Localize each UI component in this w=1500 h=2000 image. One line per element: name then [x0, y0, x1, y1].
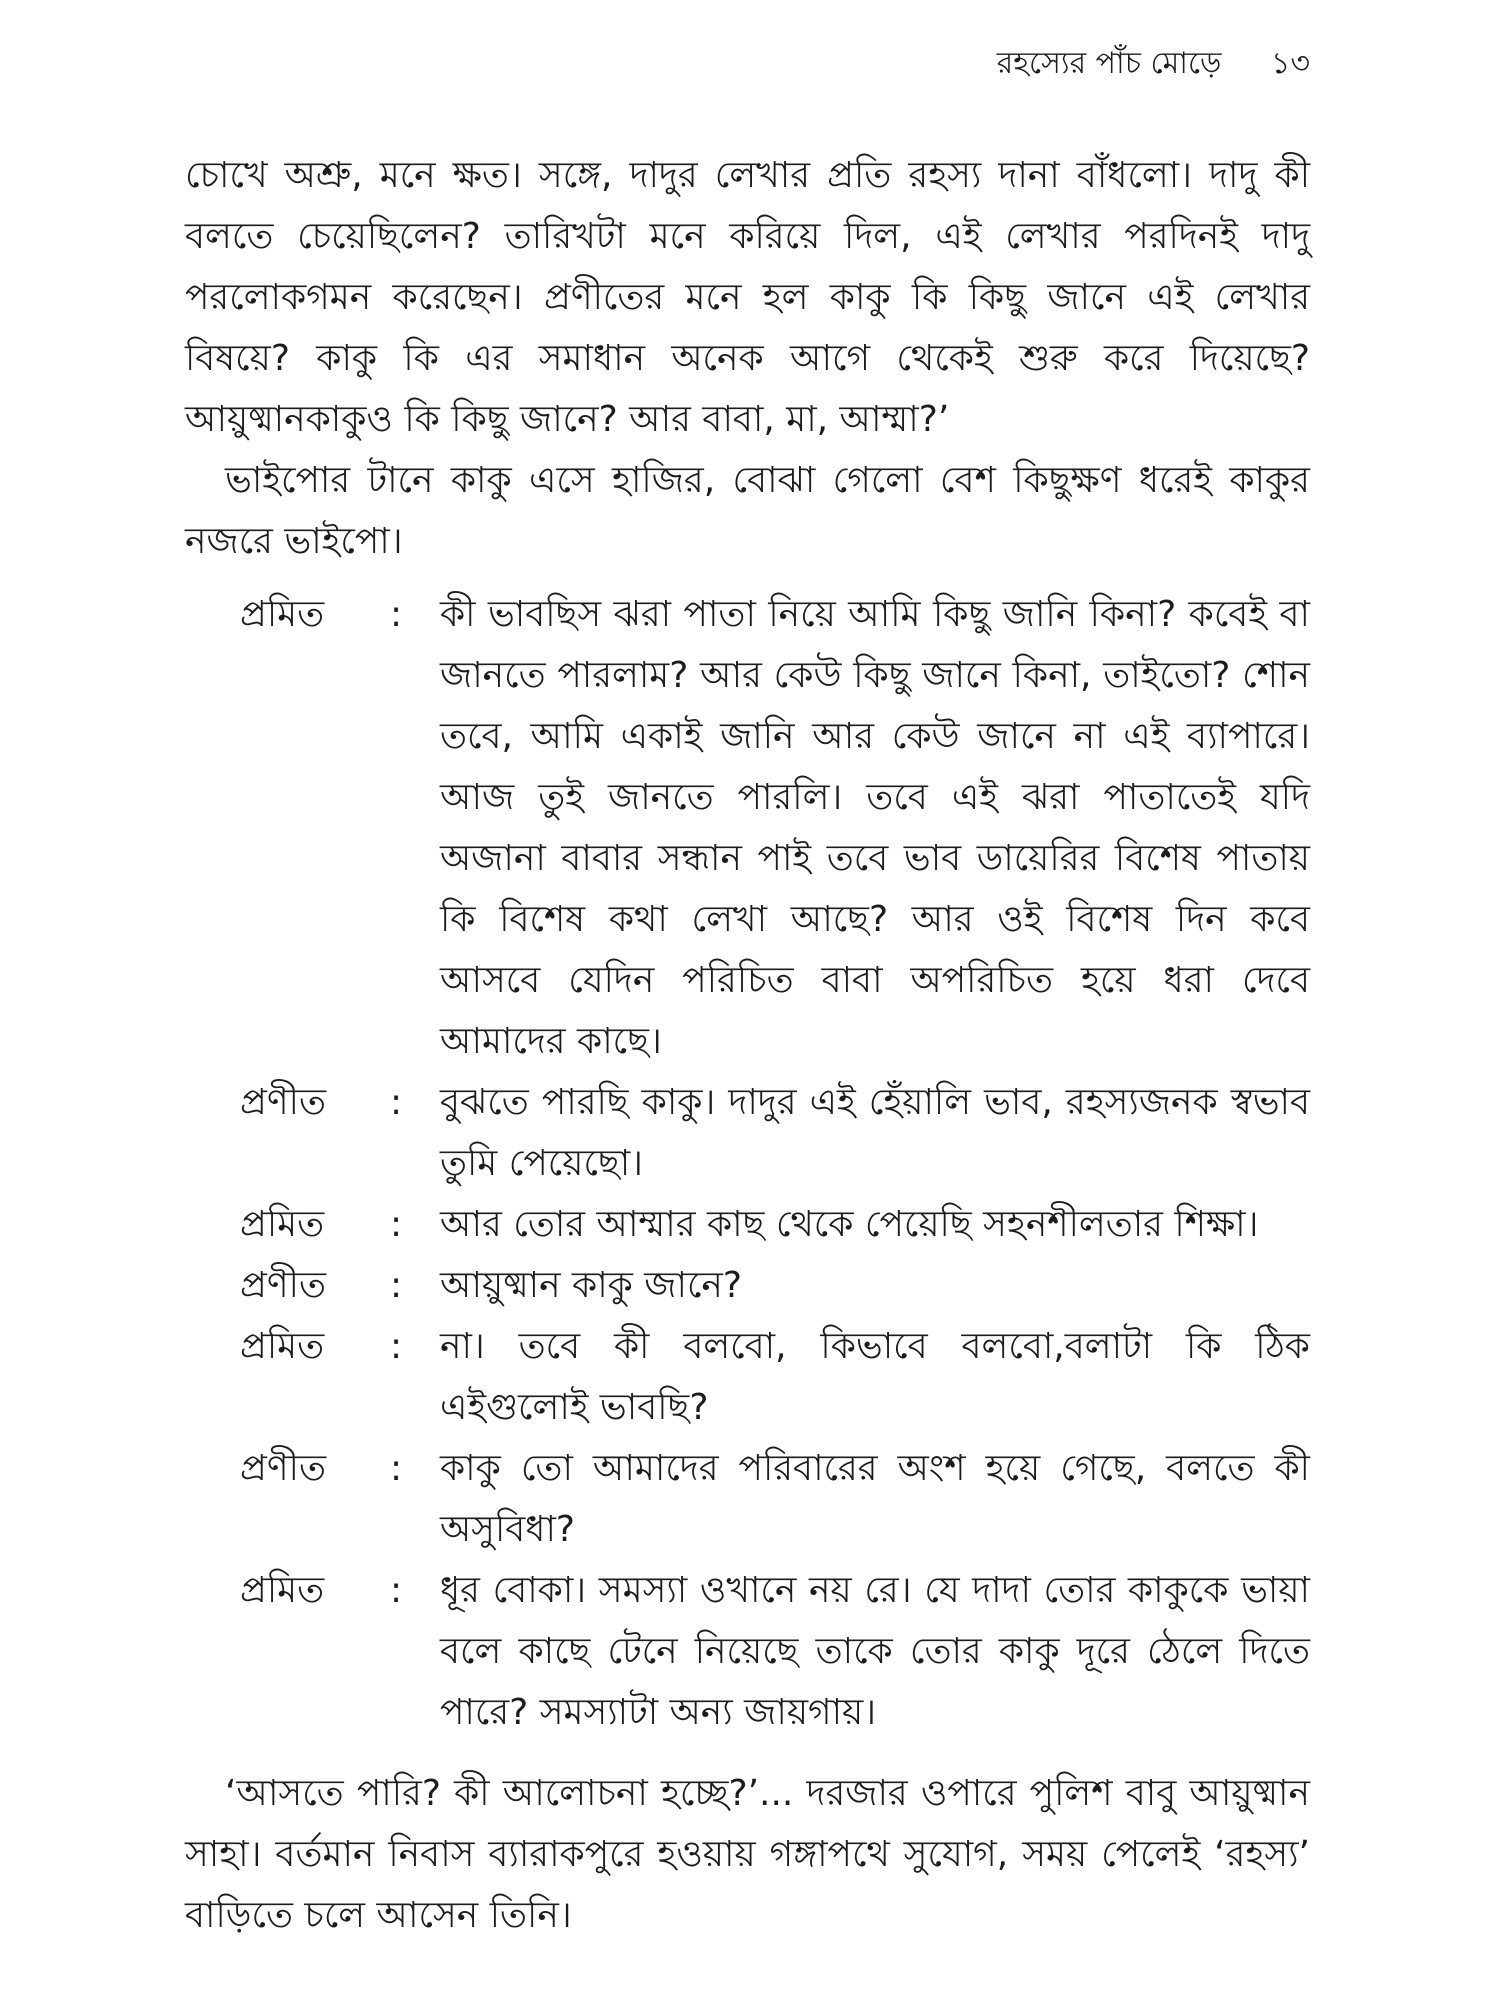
- dialogue-text: কাকু তো আমাদের পরিবারের অংশ হয়ে গেছে, বলতে কী অসুবিধা?: [440, 1448, 1310, 1550]
- dialogue-line: [185, 584, 1310, 1072]
- paragraph-closing: ‘আসতে পারি? কী আলোচনা হচ্ছে?’... দরজার ওপারে পুলিশ বাবু আয়ুষ্মান সাহা। বর্তমান নিবাস ব্যারাকপুরে হওয়ায় গঙ্গাপথে সুযোগ, সময় পেলেই ‘রহস্য’ বাড়িতে চলে আসেন তিনি।: [185, 1773, 1310, 1936]
- dialogue-colon: :: [390, 1204, 403, 1245]
- dialogue-text: ধূর বোকা। সমস্যা ওখানে নয় রে। যে দাদা তোর কাকুকে ভায়া বলে কাছে টেনে নিয়েছে তাকে তোর কাকু দূরে ঠেলে দিতে পারে? সমস্যাটা অন্য জায়গায়।: [440, 1570, 1310, 1733]
- dialogue-speaker: প্রমিত: [240, 1570, 325, 1611]
- dialogue-colon: :: [390, 1570, 403, 1611]
- dialogue-colon: :: [390, 1326, 403, 1367]
- running-head: [997, 42, 1310, 86]
- dialogue-line: [185, 1255, 1310, 1316]
- dialogue-colon: :: [390, 1448, 403, 1489]
- dialogue-text: আয়ুষ্মান কাকু জানে?: [440, 1265, 742, 1306]
- dialogue-block: [185, 584, 1310, 1743]
- dialogue-colon: :: [390, 1082, 403, 1123]
- dialogue-speaker: প্রমিত: [240, 1204, 325, 1245]
- page-body: [185, 145, 1310, 1946]
- dialogue-line: [185, 1438, 1310, 1560]
- dialogue-colon: :: [390, 1265, 403, 1306]
- dialogue-speaker: প্রণীত: [240, 1265, 326, 1306]
- paragraph-arrival: ভাইপোর টানে কাকু এসে হাজির, বোঝা গেলো বেশ কিছুক্ষণ ধরেই কাকুর নজরে ভাইপো।: [185, 460, 1310, 562]
- dialogue-line: [185, 1194, 1310, 1255]
- dialogue-line: [185, 1072, 1310, 1194]
- dialogue-colon: :: [390, 594, 403, 635]
- dialogue-speaker: প্রমিত: [240, 594, 325, 635]
- dialogue-text: না। তবে কী বলবো, কিভাবে বলবো,বলাটা কি ঠিক এইগুলোই ভাবছি?: [440, 1326, 1310, 1428]
- dialogue-speaker: প্রমিত: [240, 1326, 325, 1367]
- dialogue-text: কী ভাবছিস ঝরা পাতা নিয়ে আমি কিছু জানি কিনা? কবেই বা জানতে পারলাম? আর কেউ কিছু জানে কিনা, তাইতো? শোন তবে, আমি একাই জানি আর কেউ জানে না এই ব্যাপারে। আজ তুই জানতে পারলি। তবে এই ঝরা পাতাতেই যদি অজানা বাবার সন্ধান পাই তবে ভাব ডায়েরির বিশেষ পাতায় কি বিশেষ কথা লেখা আছে? আর ওই বিশেষ দিন কবে আসবে যেদিন পরিচিত বাবা অপরিচিত হয়ে ধরা দেবে আমাদের কাছে।: [440, 594, 1310, 1062]
- dialogue-speaker: প্রণীত: [240, 1082, 326, 1123]
- page-number: ১৩: [1271, 46, 1310, 81]
- dialogue-speaker: প্রণীত: [240, 1448, 326, 1489]
- paragraph-opening: চোখে অশ্রু, মনে ক্ষত। সঙ্গে, দাদুর লেখার প্রতি রহস্য দানা বাঁধলো। দাদু কী বলতে চেয়েছিলেন? তারিখটা মনে করিয়ে দিল, এই লেখার পরদিনই দাদু পরলোকগমন করেছেন। প্রণীতের মনে হল কাকু কি কিছু জানে এই লেখার বিষয়ে? কাকু কি এর সমাধান অনেক আগে থেকেই শুরু করে দিয়েছে? আয়ুষ্মানকাকুও কি কিছু জানে? আর বাবা, মা, আম্মা?’: [185, 155, 1310, 440]
- dialogue-text: বুঝতে পারছি কাকু। দাদুর এই হেঁয়ালি ভাব, রহস্যজনক স্বভাব তুমি পেয়েছো।: [440, 1082, 1310, 1184]
- dialogue-line: [185, 1560, 1310, 1743]
- dialogue-line: [185, 1316, 1310, 1438]
- running-head-title: রহস্যের পাঁচ মোড়ে: [996, 46, 1222, 81]
- dialogue-text: আর তোর আম্মার কাছ থেকে পেয়েছি সহনশীলতার শিক্ষা।: [440, 1204, 1259, 1245]
